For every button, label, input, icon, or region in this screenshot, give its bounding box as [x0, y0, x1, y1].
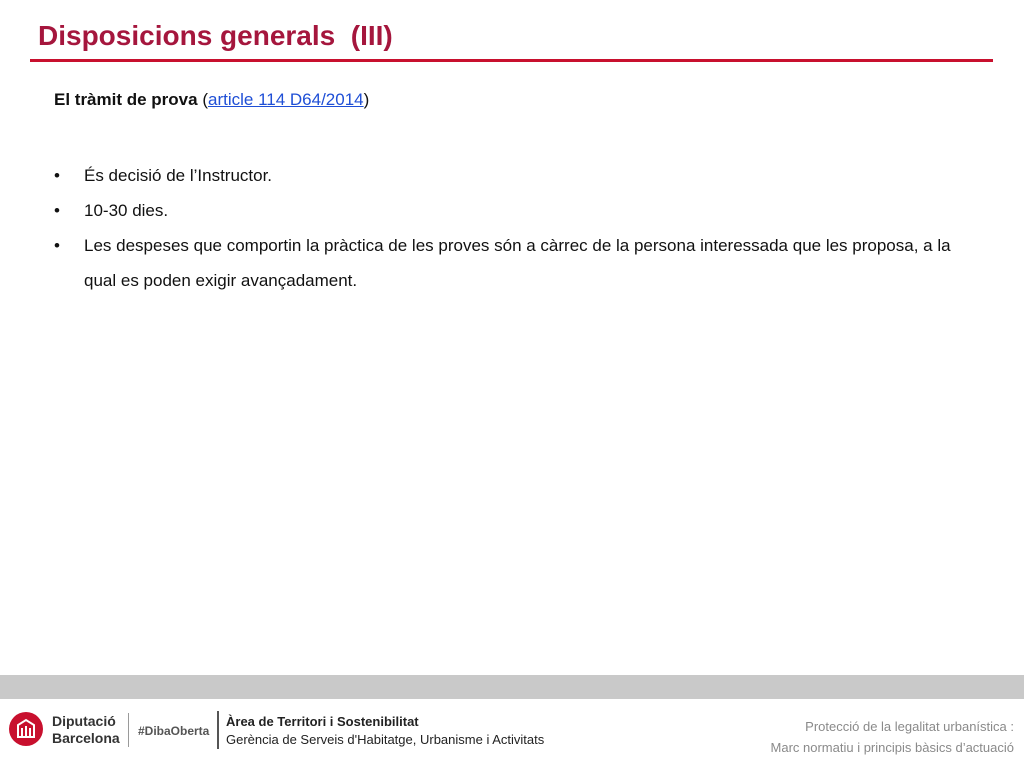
- footer-separator: [128, 713, 129, 747]
- bullet-marker: •: [54, 166, 60, 185]
- course-info: [771, 716, 1014, 758]
- area-info: [226, 713, 544, 749]
- subtitle-label: El tràmit de prova: [54, 90, 198, 109]
- area-title: Àrea de Territori i Sostenibilitat: [226, 714, 419, 729]
- article-link[interactable]: article 114 D64/2014: [208, 90, 364, 109]
- course-line1: Protecció de la legalitat urbanística :: [805, 719, 1014, 734]
- footer: [0, 699, 1024, 768]
- subtitle-open-paren: (: [197, 90, 208, 109]
- bullet-marker: •: [54, 236, 60, 255]
- hashtag-label: #DibaOberta: [138, 724, 210, 738]
- bullet-item: [54, 228, 954, 298]
- slide-title: Disposicions generals (III): [38, 20, 393, 51]
- bullet-text: És decisió de l’Instructor.: [84, 166, 273, 185]
- logo-wordmark: [52, 713, 120, 747]
- bullet-list: [54, 158, 954, 298]
- bullet-marker: •: [54, 201, 60, 220]
- bullet-item: [54, 193, 954, 228]
- footer-separator: [217, 711, 219, 749]
- subtitle-close-paren: ): [363, 90, 370, 109]
- subtitle: [54, 90, 369, 110]
- bullet-item: [54, 158, 954, 193]
- bullet-text: 10-30 dies.: [84, 201, 169, 220]
- area-subtitle: Gerència de Serveis d'Habitatge, Urbanisme i Activitats: [226, 732, 545, 747]
- title-divider: [30, 59, 993, 62]
- bullet-text: Les despeses que comportin la pràctica de les proves són a càrrec de la persona interessada que les proposa, a la qual es poden exigir avançadament.: [84, 236, 951, 290]
- logo-line1: Diputació: [52, 713, 116, 729]
- diputacio-barcelona-logo-icon: [8, 711, 44, 747]
- logo-line2: Barcelona: [52, 730, 120, 746]
- footer-band: [0, 675, 1024, 699]
- course-line2: Marc normatiu i principis bàsics d’actuació: [770, 740, 1014, 755]
